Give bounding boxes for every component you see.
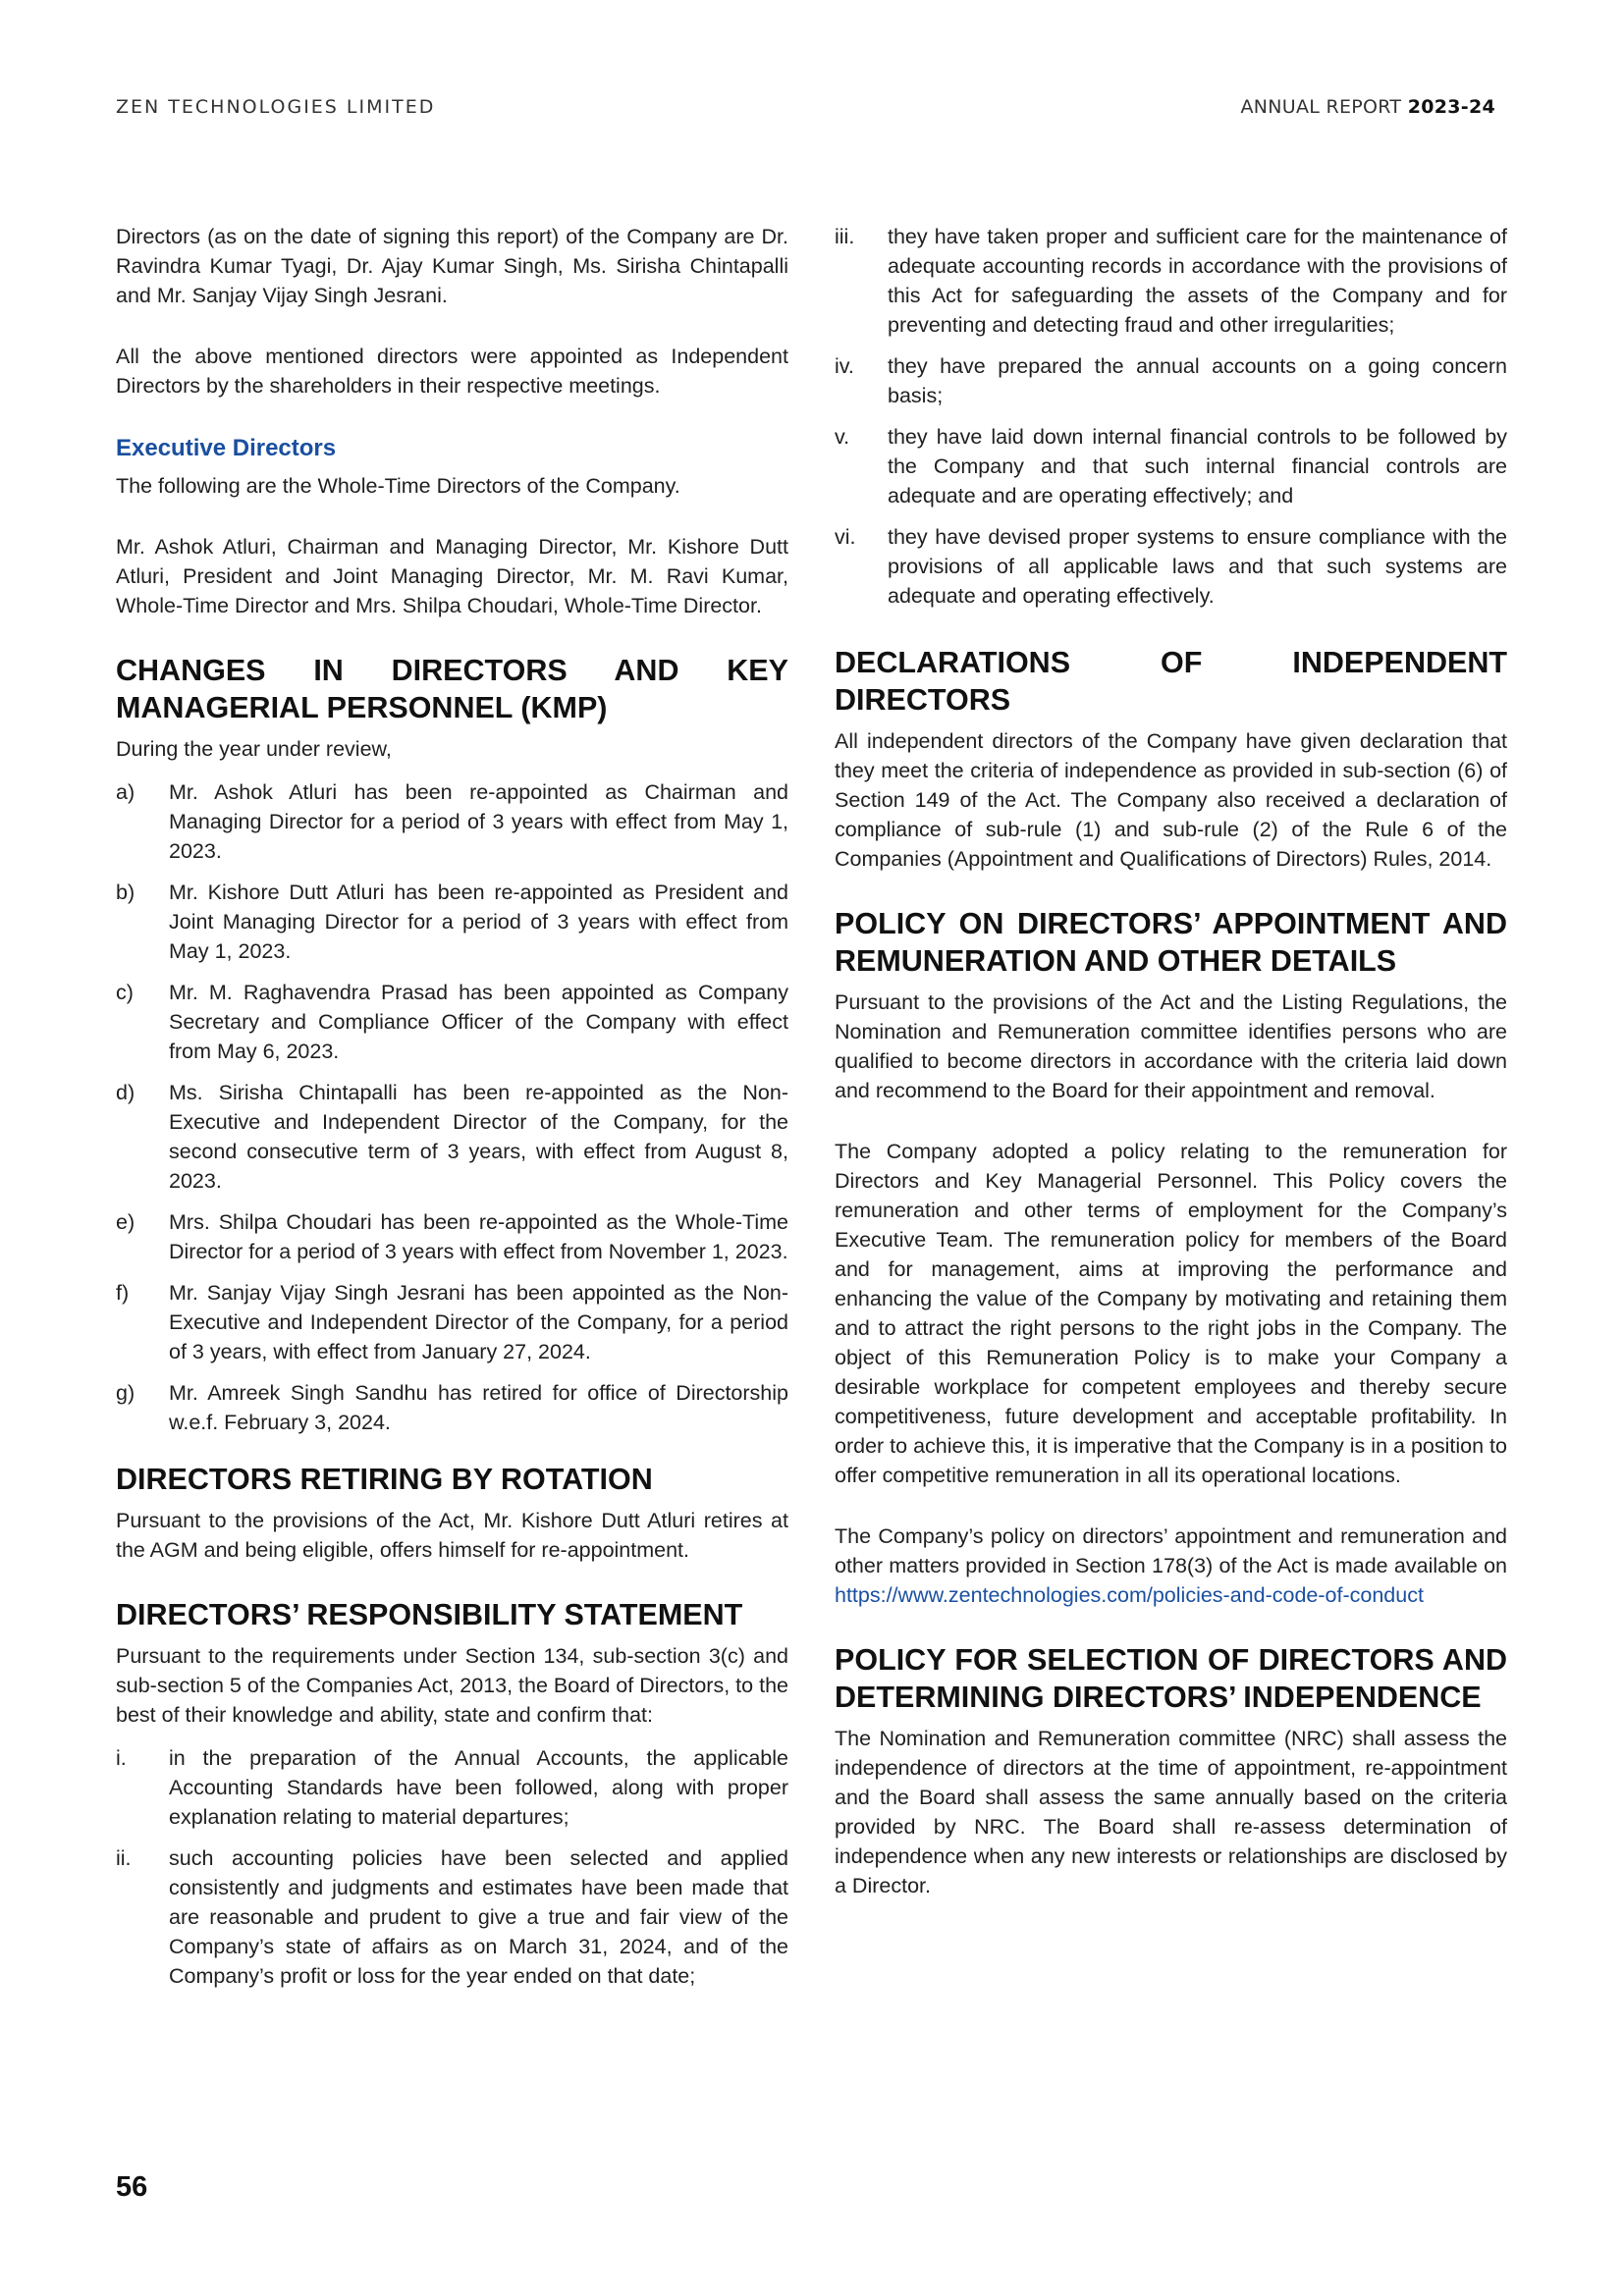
list-text: Mr. Amreek Singh Sandhu has retired for office of Directorship w.e.f. February 3, 2024. [169, 1381, 788, 1434]
list-marker: c) [116, 981, 134, 1004]
selection-paragraph: The Nomination and Remuneration committee (NRC) shall assess the independence of directors at the time of appointment, re-appointment and the Board shall assess the same annually based on the criteria provided by NRC. The Board shall re-assess determination of independence when any new interests or relationships are disclosed by a Director. [835, 1727, 1507, 1897]
report-label: ANNUAL REPORT [1240, 96, 1408, 118]
right-column [835, 222, 1507, 1932]
list-text: they have prepared the annual accounts on a going concern basis; [888, 354, 1507, 407]
list-marker: v. [835, 425, 850, 449]
policy-paragraph-3-text: The Company’s policy on directors’ appointment and remuneration and other matters provided in Section 178(3) of the Act is made available on [835, 1524, 1507, 1577]
directors-paragraph: Directors (as on the date of signing this report) of the Company are Dr. Ravindra Kumar Tyagi, Dr. Ajay Kumar Singh, Ms. Sirisha Chintapalli and Mr. Sanjay Vijay Singh Jesrani. [116, 225, 788, 307]
policy-heading: POLICY ON DIRECTORS’ APPOINTMENT AND REMUNERATION AND OTHER DETAILS [835, 907, 1507, 978]
list-marker: ii. [116, 1846, 132, 1870]
list-text: in the preparation of the Annual Accounts, the applicable Accounting Standards have been followed, along with proper explanation relating to material departures; [169, 1746, 788, 1829]
policy-link[interactable]: https://www.zentechnologies.com/policies-and-code-of-conduct [835, 1583, 1424, 1607]
list-item [116, 1378, 788, 1437]
list-item [116, 878, 788, 966]
left-column [116, 222, 788, 2014]
list-marker: iv. [835, 354, 854, 378]
list-marker: b) [116, 881, 135, 904]
list-item [116, 1743, 788, 1832]
responsibility-list [116, 1743, 788, 1991]
policy-paragraph-1: Pursuant to the provisions of the Act and the Listing Regulations, the Nomination and Remuneration committee identifies persons who are qualified to become directors in accordance with the criteria laid down and recommend to the Board for their appointment and removal. [835, 990, 1507, 1102]
list-text: Ms. Sirisha Chintapalli has been re-appointed as the Non-Executive and Independent Director of the Company, for the second consecutive term of 3 years, with effect from August 8, 2023. [169, 1081, 788, 1193]
declarations-heading: DECLARATIONS OF INDEPENDENT DIRECTORS [835, 646, 1507, 717]
list-item [835, 422, 1507, 510]
executive-intro: The following are the Whole-Time Directors of the Company. [116, 474, 680, 498]
list-item [116, 777, 788, 866]
declarations-paragraph: All independent directors of the Company have given declaration that they meet the criteria of independence as provided in sub-section (6) of Section 149 of the Act. The Company also received a declaration of compliance of sub-rule (1) and sub-rule (2) of the Rule 6 of the Companies (Appointment and Qualifications of Directors) Rules, 2014. [835, 729, 1507, 871]
list-marker: d) [116, 1081, 135, 1104]
executive-directors-heading: Executive Directors [116, 435, 337, 461]
changes-list [116, 777, 788, 1437]
rotation-heading: DIRECTORS RETIRING BY ROTATION [116, 1463, 653, 1496]
list-item [116, 978, 788, 1066]
list-item [116, 1078, 788, 1196]
list-marker: g) [116, 1381, 135, 1405]
page-header [116, 96, 1495, 118]
policy-paragraph-3 [835, 1522, 1507, 1610]
rotation-paragraph: Pursuant to the provisions of the Act, Mr. Kishore Dutt Atluri retires at the AGM and being eligible, offers himself for re-appointment. [116, 1509, 788, 1562]
list-marker: iii. [835, 225, 855, 248]
list-marker: e) [116, 1210, 135, 1234]
list-text: Mr. Ashok Atluri has been re-appointed as Chairman and Managing Director for a period of 3 years with effect from May 1, 2023. [169, 780, 788, 863]
list-marker: f) [116, 1281, 130, 1305]
list-item [835, 522, 1507, 611]
list-marker: i. [116, 1746, 127, 1770]
report-title [1240, 96, 1495, 118]
list-item [116, 1843, 788, 1991]
report-year: 2023-24 [1407, 96, 1495, 118]
list-item [116, 1207, 788, 1266]
list-marker: vi. [835, 525, 856, 549]
list-text: Mr. Kishore Dutt Atluri has been re-appointed as President and Joint Managing Director for a period of 3 years with effect from May 1, 2023. [169, 881, 788, 963]
list-text: they have taken proper and sufficient care for the maintenance of adequate accounting records in accordance with the provisions of this Act for safeguarding the assets of the Company and for preventing and detecting fraud and other irregularities; [888, 225, 1507, 337]
list-item [835, 351, 1507, 410]
selection-heading: POLICY FOR SELECTION OF DIRECTORS AND DETERMINING DIRECTORS’ INDEPENDENCE [835, 1643, 1507, 1714]
list-text: they have laid down internal financial controls to be followed by the Company and that such internal financial controls are adequate and are operating effectively; and [888, 425, 1507, 507]
independent-directors-paragraph: All the above mentioned directors were appointed as Independent Directors by the shareholders in their respective meetings. [116, 345, 788, 398]
responsibility-heading: DIRECTORS’ RESPONSIBILITY STATEMENT [116, 1598, 743, 1631]
list-marker: a) [116, 780, 135, 804]
responsibility-list-continued [835, 222, 1507, 611]
policy-paragraph-2: The Company adopted a policy relating to the remuneration for Directors and Key Managerial Personnel. This Policy covers the remuneration and other terms of employment for the Company’s Executive Team. The remuneration policy for members of the Board and for management, aims at improving the performance and enhancing the value of the Company by motivating and retaining them and to attract the right persons to the right jobs in the Company. The object of this Remuneration Policy is to make your Company a desirable workplace for competent employees and thereby secure competitiveness, future development and acceptable profitability. In order to achieve this, it is imperative that the Company is in a position to offer competitive remuneration in all its operational locations. [835, 1140, 1507, 1487]
list-text: such accounting policies have been selected and applied consistently and judgments and estimates have been made that are reasonable and prudent to give a true and fair view of the Company’s state of affairs as on March 31, 2024, and of the Company’s profit or loss for the year ended on that date; [169, 1846, 788, 1988]
list-item [835, 222, 1507, 340]
company-name: ZEN TECHNOLOGIES LIMITED [116, 96, 436, 118]
page-number: 56 [116, 2171, 148, 2203]
changes-intro: During the year under review, [116, 737, 392, 761]
list-text: they have devised proper systems to ensure compliance with the provisions of all applicable laws and that such systems are adequate and operating effectively. [888, 525, 1507, 608]
list-text: Mrs. Shilpa Choudari has been re-appointed as the Whole-Time Director for a period of 3 years with effect from November 1, 2023. [169, 1210, 788, 1263]
list-item [116, 1278, 788, 1366]
executive-list-paragraph: Mr. Ashok Atluri, Chairman and Managing Director, Mr. Kishore Dutt Atluri, President and Joint Managing Director, Mr. M. Ravi Kumar, Whole-Time Director and Mrs. Shilpa Choudari, Whole-Time Director. [116, 535, 788, 617]
list-text: Mr. M. Raghavendra Prasad has been appointed as Company Secretary and Compliance Officer of the Company with effect from May 6, 2023. [169, 981, 788, 1063]
list-text: Mr. Sanjay Vijay Singh Jesrani has been appointed as the Non-Executive and Independent Director of the Company, for a period of 3 years, with effect from January 27, 2024. [169, 1281, 788, 1363]
changes-heading: CHANGES IN DIRECTORS AND KEY MANAGERIAL PERSONNEL (KMP) [116, 654, 788, 724]
responsibility-intro: Pursuant to the requirements under Section 134, sub-section 3(c) and sub-section 5 of the Companies Act, 2013, the Board of Directors, to the best of their knowledge and ability, state and confirm that: [116, 1644, 788, 1727]
